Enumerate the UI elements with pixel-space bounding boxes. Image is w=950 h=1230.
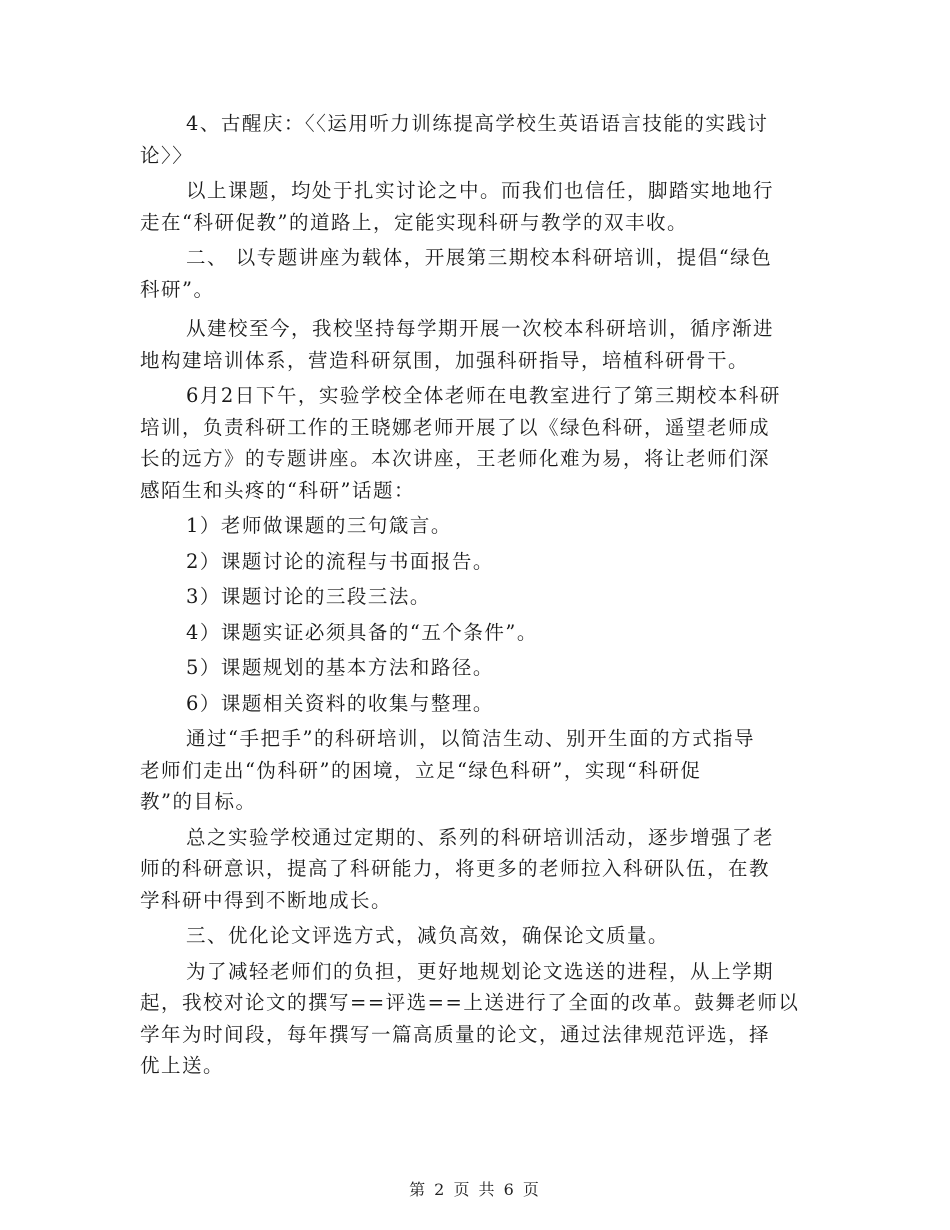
paragraph: 为了减轻老师们的负担，更好地规划论文选送的进程，从上学期 起，我校对论文的撰写==评选==上送进行了全面的改革。鼓舞老师以 学年为时间段，每年撰写一篇高质量的论文，通过法律规范评选，择 优上送。 <box>140 959 800 1077</box>
paragraph: 5）课题规划的基本方法和路径。 <box>186 656 494 679</box>
paragraph: 以上课题，均处于扎实讨论之中。而我们也信任，脚踏实地地行 走在“科研促教”的道路上，定能实现科研与教学的双丰收。 <box>140 179 775 234</box>
paragraph: 2）课题讨论的流程与书面报告。 <box>186 549 494 573</box>
paragraph: 6）课题相关资料的收集与整理。 <box>186 691 494 715</box>
paragraph: 3）课题讨论的三段三法。 <box>186 585 431 608</box>
paragraph: 二、 以专题讲座为载体，开展第三期校本科研培训，提倡“绿色 科研”。 <box>140 246 773 301</box>
paragraph: 6月2日下午，实验学校全体老师在电教室进行了第三期校本科研 培训，负责科研工作的王晓娜老师开展了以《绿色科研，遥望老师成 长的远方》的专题讲座。本次讲座，王老师化难为易，将让老师们深 感陌生和头疼的“科研”话题： <box>140 384 781 502</box>
paragraph: 4）课题实证必须具备的“五个条件”。 <box>186 620 538 644</box>
paragraph: 通过“手把手”的科研培训，以简洁生动、别开生面的方式指导 老师们走出“伪科研”的困境，立足“绿色科研”，实现“科研促 教”的目标。 <box>140 727 755 813</box>
document-body <box>140 108 810 1082</box>
paragraph: 总之实验学校通过定期的、系列的科研培训活动，逐步增强了老 师的科研意识，提高了科研能力，将更多的老师拉入科研队伍，在教 学科研中得到不断地成长。 <box>140 825 775 912</box>
paragraph: 1）老师做课题的三句箴言。 <box>186 514 452 537</box>
paragraph: 4、古醒庆：〈〈运用听力训练提高学校生英语语言技能的实践讨 论〉〉 <box>140 112 769 167</box>
page-footer: 第 2 页 共 6 页 <box>409 1180 541 1199</box>
paragraph: 三、优化论文评选方式，减负高效，确保论文质量。 <box>186 924 670 947</box>
paragraph: 从建校至今，我校坚持每学期开展一次校本科研培训，循序渐进 地构建培训体系，营造科研氛围，加强科研指导，培植科研骨干。 <box>140 317 775 372</box>
